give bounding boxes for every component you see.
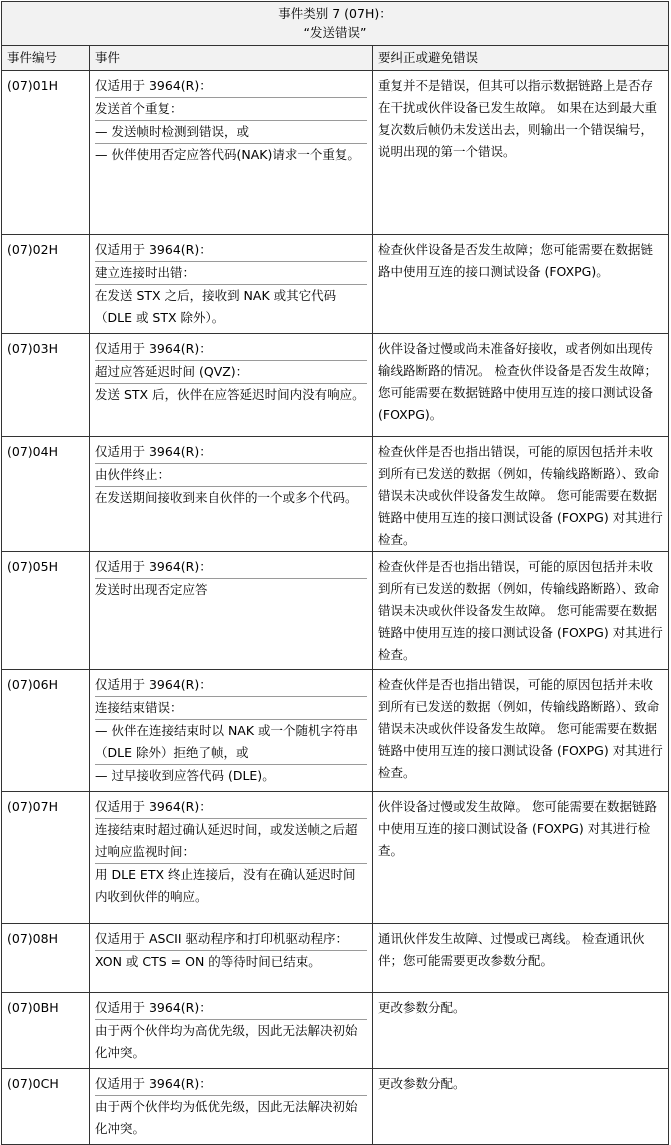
event-applicability: 仅适用于 3964(R)：	[95, 677, 212, 692]
event-applicability: 仅适用于 3964(R)：	[95, 1000, 212, 1015]
event-detail-line: 超过应答延迟时间 (QVZ)：	[95, 360, 367, 383]
table-title-line-2: “发送错误”	[303, 25, 367, 40]
event-detail-line: — 发送帧时检测到错误，或	[95, 120, 367, 143]
event-detail-line: 发送首个重复：	[95, 97, 367, 120]
event-code: (07)0BH	[2, 993, 90, 1069]
remedy-text: 检查伙伴是否也指出错误，可能的原因包括并未收到所有已发送的数据（例如，传输线路断路）、致命错误未决或伙伴设备发生故障。 您可能需要在数据链路中使用互连的接口测试设备 (FOXPG) 对其进行检查。	[373, 552, 669, 670]
event-code: (07)03H	[2, 334, 90, 437]
event-detail-line: 在发送 STX 之后，接收到 NAK 或其它代码（DLE 或 STX 除外）。	[95, 284, 367, 329]
remedy-text: 更改参数分配。	[373, 993, 669, 1069]
remedy-text: 重复并不是错误，但其可以指示数据链路上是否存在干扰或伙伴设备已发生故障。 如果在达到最大重复次数后帧仍未发送出去，则输出一个错误编号，说明出现的第一个错误。	[373, 71, 669, 235]
event-detail-line: 建立连接时出错：	[95, 261, 367, 284]
table-title	[2, 2, 669, 46]
table-row	[2, 924, 669, 993]
table-row	[2, 334, 669, 437]
event-description	[90, 437, 373, 552]
event-detail-line: 由于两个伙伴均为高优先级，因此无法解决初始化冲突。	[95, 1019, 367, 1064]
remedy-text: 伙伴设备过慢或发生故障。 您可能需要在数据链路中使用互连的接口测试设备 (FOXPG) 对其进行检查。	[373, 792, 669, 924]
event-detail-line: — 伙伴使用否定应答代码(NAK)请求一个重复。	[95, 143, 367, 166]
remedy-text: 检查伙伴是否也指出错误，可能的原因包括并未收到所有已发送的数据（例如，传输线路断路）、致命错误未决或伙伴设备发生故障。 您可能需要在数据链路中使用互连的接口测试设备 (FOXPG) 对其进行检查。	[373, 670, 669, 792]
event-code: (07)06H	[2, 670, 90, 792]
event-description	[90, 1069, 373, 1145]
event-code: (07)05H	[2, 552, 90, 670]
table-row	[2, 71, 669, 235]
error-event-table	[1, 1, 669, 1145]
event-description	[90, 792, 373, 924]
event-detail-line: 连接结束错误：	[95, 696, 367, 719]
event-code: (07)08H	[2, 924, 90, 993]
event-applicability: 仅适用于 3964(R)：	[95, 1076, 212, 1091]
column-header-row	[2, 46, 669, 71]
table-row	[2, 670, 669, 792]
event-applicability: 仅适用于 3964(R)：	[95, 799, 212, 814]
table-row	[2, 1069, 669, 1145]
column-header-event: 事件	[90, 46, 373, 71]
event-applicability: 仅适用于 3964(R)：	[95, 341, 212, 356]
event-detail-line: 在发送期间接收到来自伙伴的一个或多个代码。	[95, 486, 367, 509]
column-header-fix: 要纠正或避免错误	[373, 46, 669, 71]
event-description	[90, 993, 373, 1069]
event-detail-line: 由伙伴终止：	[95, 463, 367, 486]
event-description	[90, 670, 373, 792]
event-detail-line: — 过早接收到应答代码 (DLE)。	[95, 764, 367, 787]
event-code: (07)02H	[2, 235, 90, 334]
remedy-text: 更改参数分配。	[373, 1069, 669, 1145]
event-detail-line: — 伙伴在连接结束时以 NAK 或一个随机字符串（DLE 除外）拒绝了帧，或	[95, 719, 367, 764]
table-body	[2, 71, 669, 1145]
event-description	[90, 71, 373, 235]
event-applicability: 仅适用于 3964(R)：	[95, 242, 212, 257]
event-applicability: 仅适用于 3964(R)：	[95, 444, 212, 459]
event-description	[90, 552, 373, 670]
column-header-code: 事件编号	[2, 46, 90, 71]
event-applicability: 仅适用于 3964(R)：	[95, 559, 212, 574]
event-code: (07)0CH	[2, 1069, 90, 1145]
event-description	[90, 235, 373, 334]
event-detail-line: 发送 STX 后，伙伴在应答延迟时间内没有响应。	[95, 383, 367, 406]
remedy-text: 伙伴设备过慢或尚未准备好接收，或者例如出现传输线路断路的情况。 检查伙伴设备是否发生故障；您可能需要在数据链路中使用互连的接口测试设备 (FOXPG)。	[373, 334, 669, 437]
event-detail-line: 连接结束时超过确认延迟时间，或发送帧之后超过响应监视时间：	[95, 818, 367, 863]
event-applicability: 仅适用于 3964(R)：	[95, 78, 212, 93]
remedy-text: 检查伙伴设备是否发生故障；您可能需要在数据链路中使用互连的接口测试设备 (FOXPG)。	[373, 235, 669, 334]
event-detail-line: XON 或 CTS = ON 的等待时间已结束。	[95, 950, 367, 973]
table-row	[2, 552, 669, 670]
remedy-text: 通讯伙伴发生故障、过慢或已离线。 检查通讯伙伴；您可能需要更改参数分配。	[373, 924, 669, 993]
table-row	[2, 993, 669, 1069]
remedy-text: 检查伙伴是否也指出错误，可能的原因包括并未收到所有已发送的数据（例如，传输线路断路）、致命错误未决或伙伴设备发生故障。 您可能需要在数据链路中使用互连的接口测试设备 (FOXPG) 对其进行检查。	[373, 437, 669, 552]
event-detail-line: 由于两个伙伴均为低优先级，因此无法解决初始化冲突。	[95, 1095, 367, 1140]
table-row	[2, 437, 669, 552]
event-code: (07)07H	[2, 792, 90, 924]
table-row	[2, 792, 669, 924]
event-code: (07)01H	[2, 71, 90, 235]
event-description	[90, 334, 373, 437]
table-title-line-1: 事件类别 7 (07H)：	[278, 6, 392, 21]
table-title-row	[2, 2, 669, 46]
table-row	[2, 235, 669, 334]
event-description	[90, 924, 373, 993]
event-code: (07)04H	[2, 437, 90, 552]
event-applicability: 仅适用于 ASCII 驱动程序和打印机驱动程序：	[95, 931, 349, 946]
event-detail-line: 用 DLE ETX 终止连接后，没有在确认延迟时间内收到伙伴的响应。	[95, 863, 367, 908]
event-detail-line: 发送时出现否定应答	[95, 578, 367, 601]
